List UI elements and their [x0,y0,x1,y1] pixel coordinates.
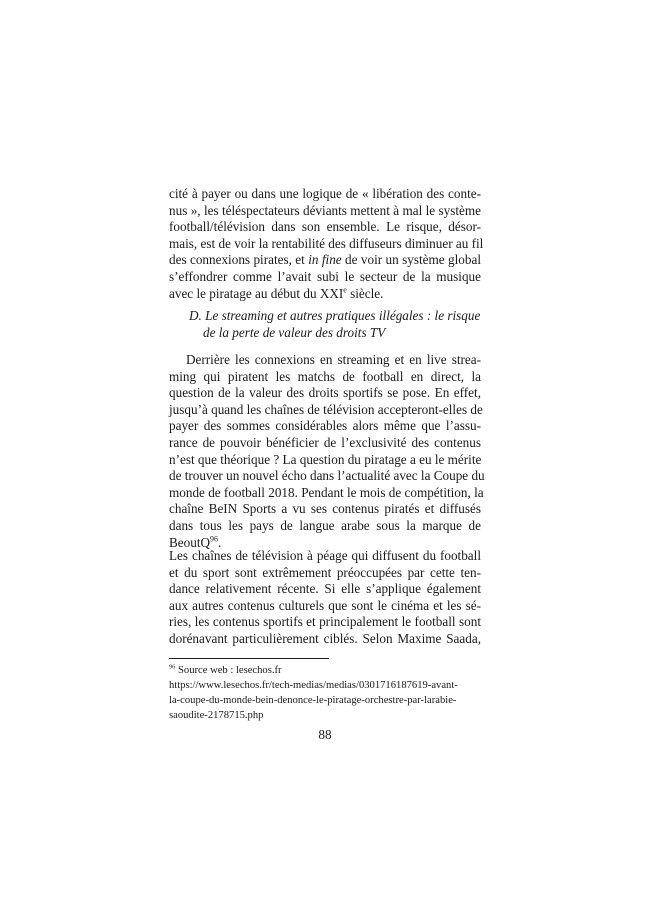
text-line: cité à payer ou dans une logique de « libération des conte- [169,186,481,201]
text-line: question de la valeur des droits sportifs se pose. En effet, [169,385,481,400]
text-line: ries, les contenus sportifs et principalement le football sont [169,614,481,629]
text-line: jusqu’à quand les chaînes de télévision accepteront-elles de [169,402,483,417]
text-line: rance de pouvoir bénéficier de l’exclusivité des contenus [169,435,481,450]
italic-term: in fine [308,252,342,267]
text-line: ming qui piratent les matchs de football en direct, la [169,369,481,384]
text-line: Les chaînes de télévision à péage qui diffusent du football [169,548,481,563]
footnote-ref: 96 [210,534,218,544]
text-run: de voir un système global [341,252,481,267]
text-line: aux autres contenus culturels que sont le cinéma et les sé- [169,598,481,613]
text-line: Derrière les connexions en streaming et en live strea- [186,352,481,367]
footnote-url-line: saoudite-2178715.php [169,710,264,721]
footnote-url-line: https://www.lesechos.fr/tech-medias/medias/0301716187619-avant- [169,680,458,691]
text-line: mais, est de voir la rentabilité des diffuseurs diminuer au fil [169,236,484,251]
text-line: football/télévision dans son ensemble. Le risque, désor- [169,219,481,234]
text-line [169,286,481,303]
text-line [169,252,481,269]
text-run: . [217,535,222,550]
text-line: dance relativement récente. Si elle s’applique également [169,581,481,596]
century-superscript: e [343,285,347,295]
text-line: s’effondrer comme l’avait subi le secteur de la musique [169,269,481,284]
text-line: payer des sommes considérables alors même que l’assu- [169,418,481,433]
text-run: siècle. [346,286,384,301]
text-line: n’est que théorique ? La question du piratage a eu le mérite [169,452,482,467]
footnote-url-line: la-coupe-du-monde-bein-denonce-le-piratage-orchestre-par-larabie- [169,695,457,706]
page-number: 88 [318,727,332,742]
footnote-mark: 96 [169,663,176,671]
footnote-text: Source web : lesechos.fr [175,665,282,676]
text-line: dans tous les pays de langue arabe sous la marque de [169,518,481,533]
text-run: des connexions pirates, et [169,252,309,267]
text-line: dorénavant particulièrement ciblés. Selon Maxime Saada, [169,631,481,646]
text-line: et du sport sont extrêmement préoccupées par cette ten- [169,565,481,580]
text-line: monde de football 2018. Pendant le mois de compétition, la [169,485,484,500]
heading-line: D. Le streaming et autres pratiques illégales : le risque [189,308,481,323]
text-run: BeoutQ [169,535,211,550]
footnote-line [169,663,282,678]
text-run: avec le piratage au début du XXI [169,286,344,301]
text-line: de trouver un nouvel écho dans l’actualité avec la Coupe du [169,468,485,483]
text-line: chaîne BeIN Sports a vu ses contenus piratés et diffusés [169,501,481,516]
heading-line: de la perte de valeur des droits TV [203,325,386,340]
text-line: nus », les téléspectateurs déviants mettent à mal le système [169,203,481,218]
footnote-separator [169,658,329,659]
